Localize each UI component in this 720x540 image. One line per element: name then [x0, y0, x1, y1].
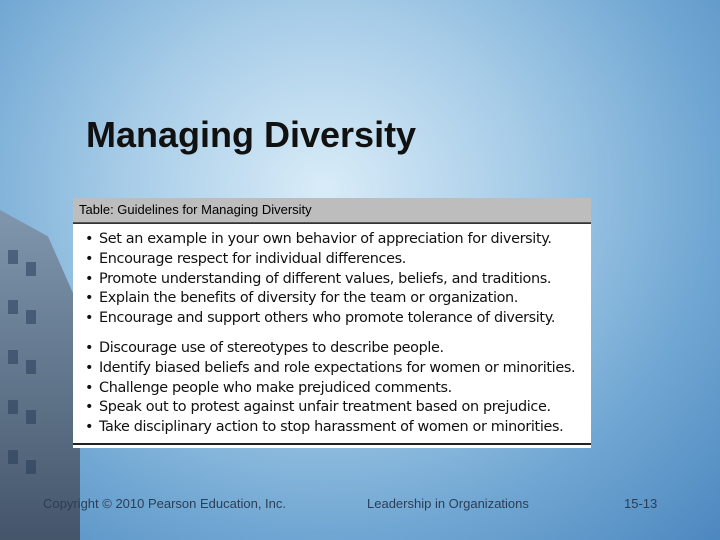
- building-window: [8, 300, 18, 314]
- list-item: • Encourage and support others who promote tolerance of diversity.: [83, 309, 591, 329]
- building-window: [8, 250, 18, 264]
- list-item: • Promote understanding of different values, beliefs, and traditions.: [83, 270, 591, 290]
- list-item: • Take disciplinary action to stop harassment of women or minorities.: [83, 418, 591, 438]
- list-item: • Identify biased beliefs and role expectations for women or minorities.: [83, 359, 591, 379]
- building-window: [8, 350, 18, 364]
- building-window: [8, 400, 18, 414]
- list-item: • Set an example in your own behavior of appreciation for diversity.: [83, 230, 591, 250]
- table-body: [73, 223, 591, 438]
- footer-copyright: Copyright © 2010 Pearson Education, Inc.: [43, 496, 287, 511]
- guidelines-table: [73, 198, 591, 448]
- list-item: • Discourage use of stereotypes to describe people.: [83, 339, 591, 359]
- table-bottom-rule: [73, 443, 591, 445]
- list-item: • Encourage respect for individual differences.: [83, 250, 591, 270]
- list-item: • Speak out to protest against unfair treatment based on prejudice.: [83, 398, 591, 418]
- building-window: [26, 262, 36, 276]
- guideline-list-group-2: [83, 339, 591, 438]
- list-item: • Explain the benefits of diversity for the team or organization.: [83, 289, 591, 309]
- footer-course-title: Leadership in Organizations: [367, 496, 529, 511]
- building-window: [26, 360, 36, 374]
- list-item: • Challenge people who make prejudiced comments.: [83, 379, 591, 399]
- building-window: [26, 460, 36, 474]
- building-background-image: [0, 210, 80, 540]
- building-window: [8, 450, 18, 464]
- footer-page-number: 15-13: [624, 496, 658, 511]
- building-window: [26, 410, 36, 424]
- table-header: Table: Guidelines for Managing Diversity: [73, 198, 591, 223]
- building-window: [26, 310, 36, 324]
- guideline-list-group-1: [83, 230, 591, 329]
- slide-title: Managing Diversity: [86, 114, 417, 155]
